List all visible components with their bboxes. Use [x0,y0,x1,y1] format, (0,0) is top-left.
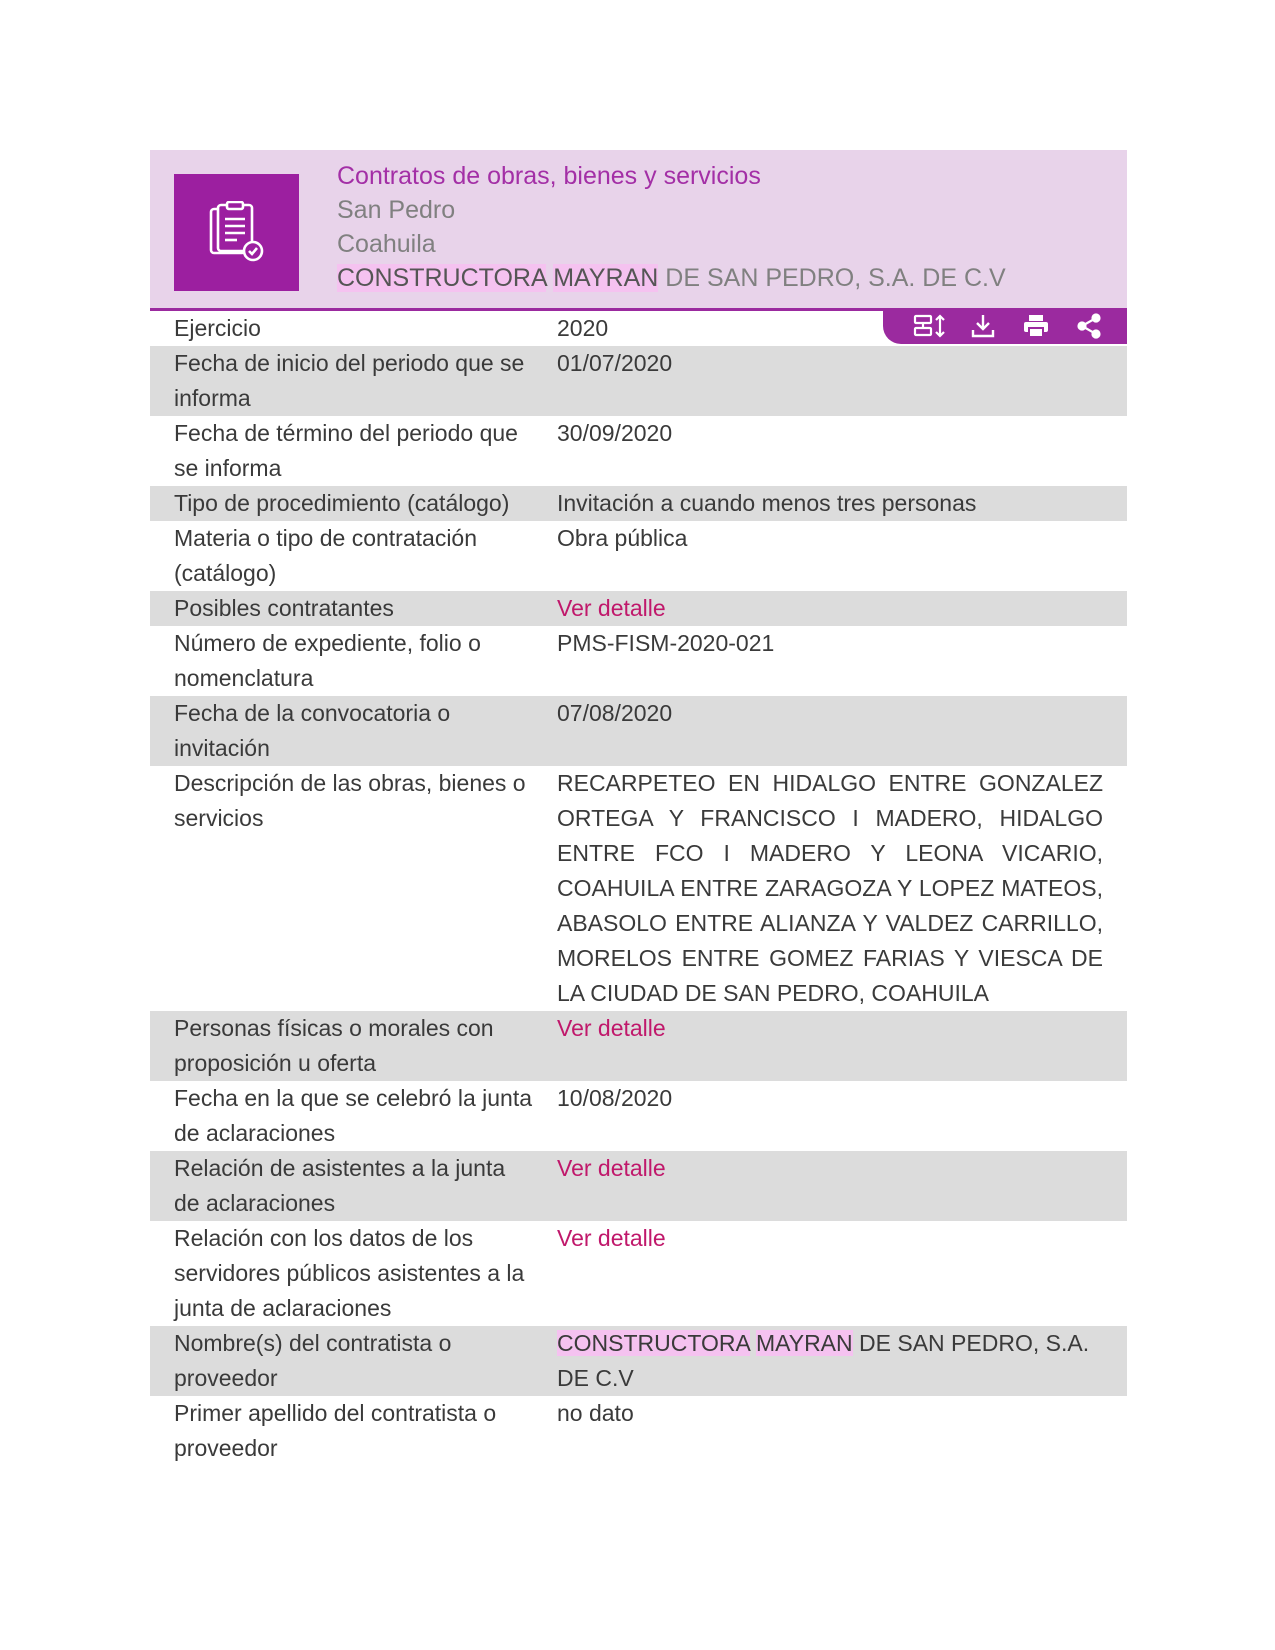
row-value: 10/08/2020 [557,1085,673,1111]
table-row [150,766,1127,1011]
row-label: Fecha de la convocatoria o invitación [174,700,451,761]
row-label: Personas físicas o morales con proposición u oferta [174,1015,494,1076]
table-row [150,591,1127,626]
action-toolbar [883,308,1127,344]
share-button[interactable] [1072,311,1106,341]
contractor-rest: DE SAN PEDRO, S.A. DE C.V [557,1330,1090,1391]
row-value: no dato [557,1400,634,1426]
municipality-name: San Pedro [337,196,456,224]
table-row [150,1326,1127,1396]
contractor-highlight-2: MAYRAN [755,1330,853,1356]
company-highlight-2: MAYRAN [553,264,659,292]
compare-icon [913,313,947,339]
row-label: Ejercicio [174,315,261,341]
clipboard-check-icon [205,201,269,265]
print-icon [1022,313,1050,339]
row-value: PMS-FISM-2020-021 [557,630,775,656]
table-row [150,416,1127,486]
state-name: Coahuila [337,230,436,258]
row-value: Obra pública [557,525,688,551]
row-label: Tipo de procedimiento (catálogo) [174,490,510,516]
card-header [150,150,1127,311]
row-value: RECARPETEO EN HIDALGO ENTRE GONZALEZ ORTEGA Y FRANCISCO I MADERO, HIDALGO ENTRE FCO I MADERO Y LEONA VICARIO, COAHUILA ENTRE ZARAGOZA Y LOPEZ MATEOS, ABASOLO ENTRE ALIANZA Y VALDEZ CARRILLO, MORELOS ENTRE GOMEZ FARIAS Y VIESCA DE LA CIUDAD DE SAN PEDRO, COAHUILA [557,770,1103,1006]
row-label: Primer apellido del contratista o proveedor [174,1400,497,1461]
row-value: Invitación a cuando menos tres personas [557,490,977,516]
row-label: Fecha de inicio del periodo que se informa [174,350,525,411]
print-button[interactable] [1019,311,1053,341]
table-row [150,696,1127,766]
row-value: 2020 [557,315,609,341]
ver-detalle-link[interactable]: Ver detalle [557,1155,666,1181]
company-highlight-1: CONSTRUCTORA [337,264,547,292]
share-icon [1076,313,1102,339]
row-label: Fecha de término del periodo que se informa [174,420,518,481]
table-row [150,1396,1127,1466]
table-row [150,521,1127,591]
table-row [150,346,1127,416]
ver-detalle-link[interactable]: Ver detalle [557,1015,666,1041]
row-label: Relación con los datos de los servidores públicos asistentes a la junta de aclaraciones [174,1225,525,1321]
contractor-highlight-1: CONSTRUCTORA [557,1330,750,1356]
ver-detalle-link[interactable]: Ver detalle [557,595,666,621]
table-row [150,1221,1127,1326]
compare-button[interactable] [913,311,947,341]
company-name [337,264,1006,293]
row-value: 07/08/2020 [557,700,673,726]
detail-table [150,311,1127,1466]
contract-card [150,150,1127,1466]
table-row [150,626,1127,696]
row-label: Descripción de las obras, bienes o servicios [174,770,526,831]
row-label: Posibles contratantes [174,595,394,621]
row-label: Nombre(s) del contratista o proveedor [174,1330,452,1391]
table-row [150,486,1127,521]
table-row [150,1151,1127,1221]
row-label: Fecha en la que se celebró la junta de aclaraciones [174,1085,533,1146]
download-icon [970,313,996,339]
page-title: Contratos de obras, bienes y servicios [337,162,761,190]
contract-logo [174,174,299,291]
row-label: Materia o tipo de contratación (catálogo) [174,525,478,586]
row-label: Relación de asistentes a la junta de aclaraciones [174,1155,506,1216]
row-label: Número de expediente, folio o nomenclatura [174,630,481,691]
ver-detalle-link[interactable]: Ver detalle [557,1225,666,1251]
company-rest: DE SAN PEDRO, S.A. DE C.V [665,264,1006,292]
table-row [150,1081,1127,1151]
download-button[interactable] [966,311,1000,341]
row-value [535,1326,1127,1396]
row-value: 30/09/2020 [557,420,673,446]
row-value: 01/07/2020 [557,350,673,376]
table-row [150,1011,1127,1081]
